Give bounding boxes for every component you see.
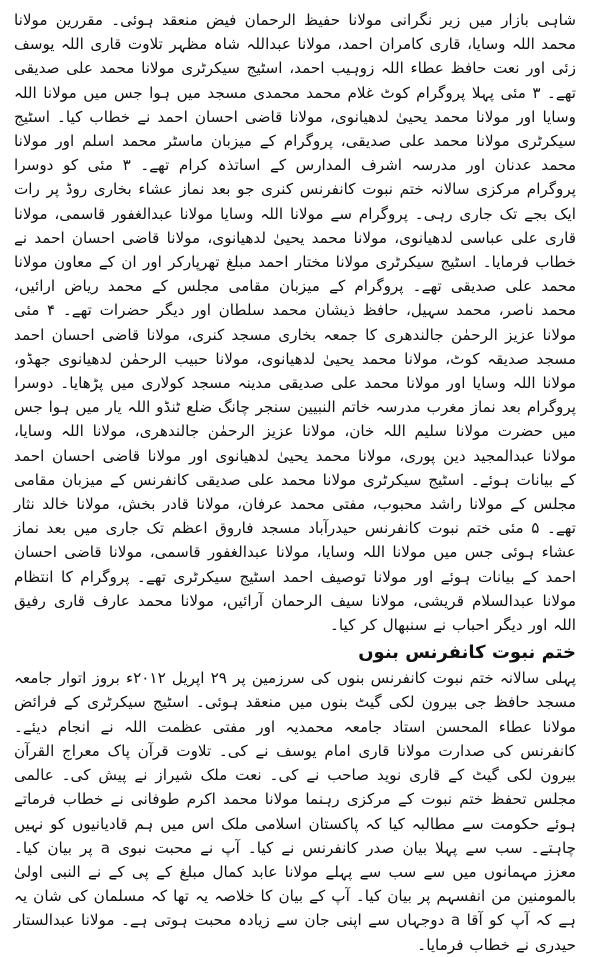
article-paragraph: پہلی سالانہ ختم نبوت کانفرنس بنوں کی سرزمین پر ۲۹ اپریل ۲۰۱۲ء بروز اتوار جامعہ مسجد حافظ جی بیرون لکی گیٹ بنوں میں منعقد ہوئی۔ اسٹیج سیکرٹری کے فرائض مولانا عطاء المحسن استاد جامعہ محمدیہ اور مفتی عظمت اللہ نے انجام دیئے۔ کانفرنس کی صدارت مولانا قاری امام یوسف نے کی۔ تلاوت قرآن پاک معراج القرآن بیرون لکی گیٹ کے قاری نوید صاحب نے کی۔ نعت ملک شیراز نے پیش کی۔ عالمی مجلس تحفظ ختم نبوت کے مرکزی رہنما مولانا محمد اکرم طوفانی نے خطاب فرماتے ہوئے حکومت سے مطالبہ کیا کہ پاکستان اسلامی ملک اس میں ہم قادیانیوں کو نہیں چاہتے۔ سب سے پہلا بیان صدر کانفرنس نے کیا۔ آپ نے محبت نبوی a پر بیان کیا۔ معزز مہمانوں میں سے سب سے پہلے مولانا عابد کمال مبلغ کے پی کے نے النبی اولیٰ بالمومنین من انفسہم پر بیان کیا۔ آپ کے بیان کا خلاصہ یہ تھا کہ مسلمان کی شان یہ ہے کہ آپ کو آقا a دوجہاں سے اپنی جان سے زیادہ محبت ہوتی ہے۔ مولانا عبدالستار حیدری نے خطاب فرمایا۔	[14, 669, 576, 954]
article-paragraph: شاہی بازار میں زیر نگرانی مولانا حفیظ الرحمان فیض منعقد ہوئی۔ مقررین مولانا محمد اللہ وسایا، قاری کامران احمد، مولانا عبداللہ شاہ مظہر تلاوت قاری اللہ یوسف زئی اور نعت حافظ عطاء اللہ زوہیب احمد، اسٹیج سیکرٹری مولانا محمد علی صدیقی تھے۔ ۳ مئی پہلا پروگرام کوٹ غلام محمد محمدی مسجد میں ہوا جس میں مولانا اللہ وسایا اور مولانا محمد یحییٰ لدھیانوی، مولانا قاضی احسان احمد نے خطاب کیا۔ اسٹیج سیکرٹری مولانا محمد علی صدیقی، پروگرام کے میزبان ماسٹر محمد اسلم اور مولانا محمد عدنان اور مدرسہ اشرف المدارس کے اساتذہ کرام تھے۔ ۳ مئی کو دوسرا پروگرام مرکزی سالانہ ختم نبوت کانفرنس کنری جو بعد نماز عشاء بخاری روڈ پر رات ایک بجے تک جاری رہی۔ پروگرام سے مولانا اللہ وسایا مولانا عبدالغفور قاسمی، مولانا قاری علی عباسی لدھیانوی، مولانا محمد یحییٰ لدھیانوی، مولانا قاضی احسان احمد نے خطاب فرمایا۔ اسٹیج سیکرٹری مولانا مختار احمد مبلغ تھرپارکر اور ان کے معاون مولانا محمد علی صدیقی تھے۔ پروگرام کے میزبان مقامی مجلس کے محمد ریاض ارائیں، محمد ناصر، محمد سہیل، حافظ ذیشان محمد سلطان اور دیگر حضرات تھے۔ ۴ مئی مولانا عزیز الرحمٰن جالندھری کا جمعہ بخاری مسجد کنری، مولانا قاضی احسان احمد مسجد صدیقہ کوٹ، مولانا محمد یحییٰ لدھیانوی، مولانا حبیب الرحمٰن لدھیانوی جھڈو، مولانا اللہ وسایا اور مولانا محمد علی صدیقی مدینہ مسجد کولاری میں پڑھایا۔ دوسرا پروگرام بعد نماز مغرب مدرسہ خاتم النبیین سنجر چانگ ضلع ٹنڈو اللہ یار میں ہوا جس میں حضرت مولانا سلیم اللہ خان، مولانا عزیز الرحمٰن جالندھری، مولانا اللہ وسایا، مولانا عبدالمجید دین پوری، مولانا محمد یحییٰ لدھیانوی اور مولانا قاضی احسان احمد کے بیانات ہوئے۔ اسٹیج سیکرٹری مولانا محمد علی صدیقی کانفرنس کے میزبان مقامی مجلس کے مولانا راشد محبوب، مفتی محمد عرفان، مولانا قادر بخش، مولانا خالد نثار تھے۔ ۵ مئی ختم نبوت کانفرنس حیدرآباد مسجد فاروق اعظم تک جاری میں بعد نماز عشاء ہوئی جس میں مولانا اللہ وسایا، مولانا عبدالغفور قاسمی، مولانا قاضی احسان احمد کے بیانات ہوئے اور مولانا توصیف احمد اسٹیج سیکرٹری تھے۔ پروگرام کا انتظام مولانا عبدالسلام قریشی، مولانا سیف الرحمان آرائیں، مولانا محمد عارف قاری رفیق اللہ اور دیگر احباب نے سنبھال کر کیا۔	[14, 11, 577, 635]
article-page	[14, 8, 577, 954]
section-heading: ختم نبوت کانفرنس بنوں	[358, 642, 576, 664]
